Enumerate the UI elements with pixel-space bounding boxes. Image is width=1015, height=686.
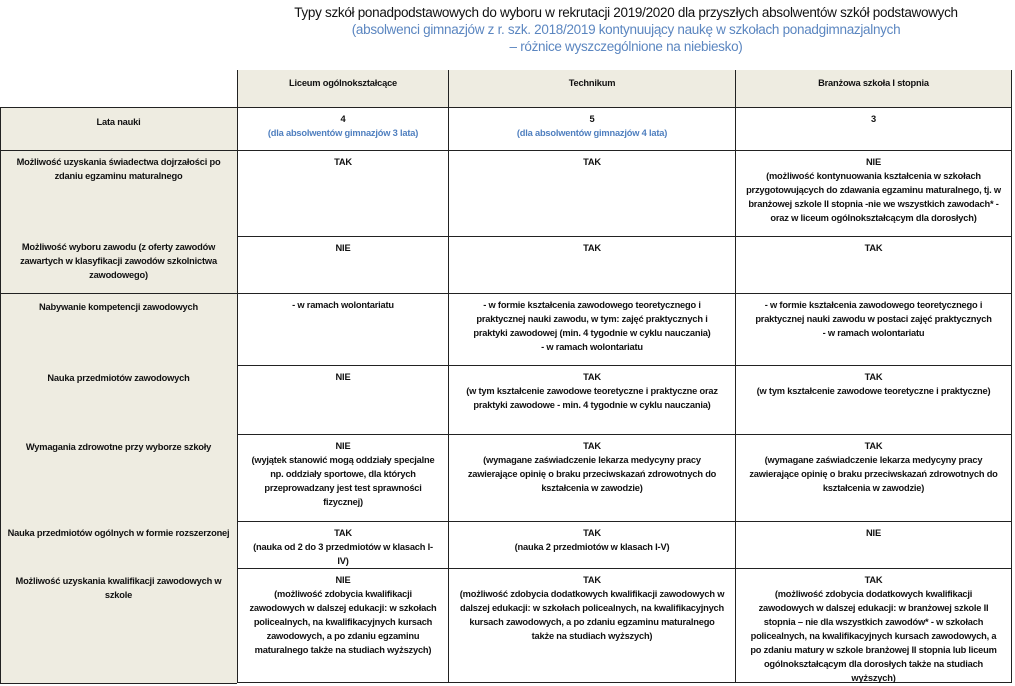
cell-main: TAK	[864, 575, 883, 585]
cell-detail: - w ramach wolontariatu	[292, 300, 394, 310]
row-label: Nauka przedmiotów ogólnych w formie rozszerzonej	[7, 528, 230, 538]
page-subtitle: (absolwenci gimnazjów z r. szk. 2018/2019 kontynuujący naukę w szkołach ponadgimnazjalnych	[351, 22, 901, 37]
cell-detail: (w tym kształcenie zawodowe teoretyczne i praktyczne)	[756, 386, 991, 396]
row-label: Możliwość wyboru zawodu (z oferty zawodów zawartych w klasyfikacji zawodów szkolnictwa zawodowego)	[20, 242, 217, 280]
cell-detail2: - w ramach wolontariatu	[822, 328, 925, 338]
cell-detail: - w formie kształcenia zawodowego teoretycznego i praktycznej nauki zawodu w postaci zajęć praktycznych	[755, 300, 992, 324]
table-cell	[237, 365, 448, 434]
divider	[0, 107, 237, 108]
cell-main: TAK	[334, 528, 352, 538]
cell-detail: (wymagane zaświadczenie lekarza medycyny pracy zawierające opinię o braku przeciwskazań zdrowotnych do kształcenia w zawodzie)	[749, 455, 998, 493]
cell-main: 5	[589, 114, 595, 124]
table-cell	[237, 568, 448, 683]
table-cell	[448, 293, 735, 365]
table-cell	[237, 521, 448, 568]
row-label: Możliwość uzyskania kwalifikacji zawodowych w szkole	[15, 576, 222, 600]
column-header-label: Technikum	[568, 78, 616, 88]
cell-detail: (możliwość zdobycia dodatkowych kwalifikacji zawodowych w dalszej edukacji: w szkołach policealnych, na kwalifikacyjnych kursach zawodowych, a po zdaniu egzaminu maturalnego także na studiach wyższych)	[459, 589, 725, 641]
cell-main: NIE	[335, 441, 351, 451]
table-cell	[735, 107, 1012, 150]
column-header	[735, 70, 1012, 107]
cell-detail: (wyjątek stanowić mogą oddziały specjalne np. oddziały sportowe, dla których przeprowadzany jest test sprawności fizycznej)	[251, 455, 435, 507]
row-label: Nabywanie kompetencji zawodowych	[39, 302, 198, 312]
row-label: Wymagania zdrowotne przy wyborze szkoły	[25, 442, 212, 452]
table-cell	[448, 107, 735, 150]
cell-main: NIE	[335, 575, 351, 585]
page-subtitle-2: – różnice wyszczególnione na niebiesko)	[509, 39, 743, 54]
cell-main: NIE	[335, 372, 351, 382]
table-cell	[735, 568, 1012, 683]
cell-detail: (możliwość kontynuowania kształcenia w szkołach przygotowujących do zdawania egzaminu maturalnego, tj. w branżowej szkole II stopnia -nie we wszystkich zawodach* - oraz w liceum ogólnokształcącym dla dorosłych)	[746, 171, 1001, 223]
cell-blue: (dla absolwentów gimnazjów 4 lata)	[516, 128, 668, 138]
cell-main: TAK	[583, 575, 601, 585]
table-cell	[448, 236, 735, 293]
table-cell	[448, 150, 735, 236]
page-title: Typy szkół ponadpodstawowych do wyboru w rekrutacji 2019/2020 dla przyszłych absolwentów szkół podstawowych	[294, 5, 958, 20]
cell-detail2: - w ramach wolontariatu	[541, 342, 643, 352]
table-cell	[735, 293, 1012, 365]
column-header-label: Branżowa szkoła I stopnia	[818, 78, 929, 88]
table-cell	[735, 236, 1012, 293]
cell-detail: (w tym kształcenie zawodowe teoretyczne i praktyczne oraz praktyki zawodowe - min. 4 tygodnie w cyklu nauczania)	[466, 386, 718, 410]
table-cell	[237, 107, 448, 150]
divider	[0, 293, 237, 294]
table-cell	[237, 236, 448, 293]
row-label: Lata nauki	[96, 117, 141, 127]
row-label: Nauka przedmiotów zawodowych	[47, 373, 190, 383]
cell-main: TAK	[864, 372, 883, 382]
table-cell	[735, 365, 1012, 434]
column-header-label: Liceum ogólnokształcące	[288, 78, 398, 88]
cell-main: TAK	[583, 372, 601, 382]
cell-main: TAK	[864, 243, 883, 253]
cell-main: NIE	[335, 243, 351, 253]
cell-detail: - w formie kształcenia zawodowego teoretycznego i praktycznej nauki zawodu, w tym: zajęć praktycznych i praktyki zawodowej (min. 4 tygodnie w cyklu nauczania)	[473, 300, 711, 338]
cell-main: 3	[871, 114, 876, 124]
table-cell	[735, 521, 1012, 568]
cell-main: TAK	[864, 441, 883, 451]
cell-main: TAK	[334, 157, 352, 167]
column-header	[448, 70, 735, 107]
cell-main: TAK	[583, 157, 601, 167]
cell-blue: (dla absolwentów gimnazjów 3 lata)	[267, 128, 419, 138]
table-cell	[448, 568, 735, 683]
cell-main: TAK	[583, 528, 601, 538]
cell-main: TAK	[583, 243, 601, 253]
cell-detail: (nauka 2 przedmiotów w klasach I-V)	[514, 542, 670, 552]
divider	[0, 683, 237, 684]
cell-main: NIE	[866, 528, 881, 538]
divider	[0, 107, 1, 684]
table-cell	[237, 293, 448, 365]
table-cell	[448, 521, 735, 568]
cell-main: 4	[340, 114, 346, 124]
table-cell	[448, 434, 735, 521]
column-header	[237, 70, 448, 107]
table-cell	[735, 434, 1012, 521]
cell-detail: (nauka od 2 do 3 przedmiotów w klasach I-IV)	[253, 542, 433, 566]
cell-detail: (wymagane zaświadczenie lekarza medycyny pracy zawierające opinię o braku przeciwskazań zdrowotnych do kształcenia w zawodzie)	[467, 455, 717, 493]
table-cell	[735, 150, 1012, 236]
table-cell	[237, 434, 448, 521]
table-cell	[448, 365, 735, 434]
cell-main: TAK	[583, 441, 601, 451]
table-cell	[237, 150, 448, 236]
cell-detail: (możliwość zdobycia kwalifikacji zawodowych w dalszej edukacji: w szkołach policealnych, na kwalifikacyjnych kursach zawodowych, a po zdaniu egzaminu maturalnego także na studiach wyższych)	[249, 589, 437, 655]
row-label: Możliwość uzyskania świadectwa dojrzałości po zdaniu egzaminu maturalnego	[16, 157, 221, 181]
cell-main: NIE	[866, 157, 881, 167]
cell-detail: (możliwość zdobycia dodatkowych kwalifikacji zawodowych w dalszej edukacji: w branżowej szkole II stopnia – nie dla wszystkich zawodów* - w szkołach policealnych, na kwalifikacyjnych kursach zawodowych, a po zdaniu matury w szkole branżowej II stopnia lub liceum ogólnokształcącym dla dorosłych także na studiach wyższych)	[750, 589, 997, 683]
divider	[0, 150, 237, 151]
